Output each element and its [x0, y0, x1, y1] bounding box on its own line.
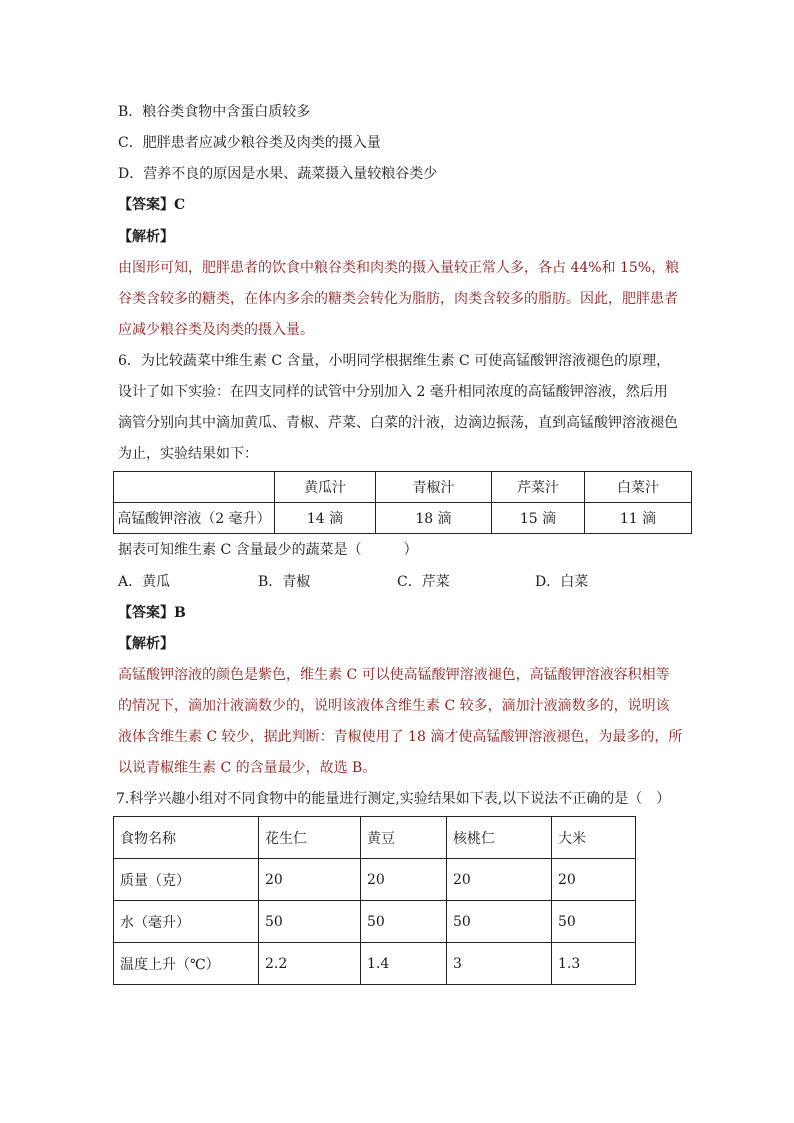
table-cell: 18 滴	[376, 503, 492, 534]
table-header-row	[114, 817, 636, 859]
q6-analysis-line: 的情况下，滴加汁液滴数少的，说明该液体含维生素 C 较多，滴加汁液滴数多的，说明该	[118, 698, 670, 714]
table-cell	[114, 472, 275, 503]
q5-analysis-line: 应减少粮谷类及肉类的摄入量。	[118, 322, 314, 338]
table-row-label: 质量（克）	[114, 859, 259, 901]
table-cell: 20	[447, 859, 552, 901]
q6-analysis-line: 以说青椒维生素 C 的含量最少，故选 B。	[118, 760, 377, 776]
q6-stem-line: 滴管分别向其中滴加黄瓜、青椒、芹菜、白菜的汁液，边滴边振荡，直到高锰酸钾溶液褪色	[118, 415, 678, 431]
q6-stem-line: 设计了如下实验：在四支同样的试管中分别加入 2 毫升相同浓度的高锰酸钾溶液，然后用	[118, 384, 668, 400]
table-header-cell: 花生仁	[259, 817, 361, 859]
q5-answer: 【答案】C	[118, 197, 186, 213]
table-header-cell: 黄瓜汁	[275, 472, 376, 503]
q6-option-d: D．白菜	[535, 574, 589, 590]
q6-stem-line: 为止，实验结果如下：	[118, 446, 258, 462]
table-cell: 3	[447, 943, 552, 985]
q6-result-table	[113, 471, 692, 534]
q6-answer: 【答案】B	[118, 605, 186, 621]
table-cell: 50	[361, 901, 447, 943]
table-header-cell: 食物名称	[114, 817, 259, 859]
table-cell: 14 滴	[275, 503, 376, 534]
table-header-row	[114, 472, 692, 503]
table-header-cell: 白菜汁	[585, 472, 692, 503]
q5-option-b: B．粮谷类食物中含蛋白质较多	[118, 104, 311, 120]
table-cell: 11 滴	[585, 503, 692, 534]
table-cell: 20	[361, 859, 447, 901]
q6-option-b: B．青椒	[258, 574, 311, 590]
table-row	[114, 503, 692, 534]
table-row	[114, 901, 636, 943]
table-header-cell: 核桃仁	[447, 817, 552, 859]
table-header-cell: 青椒汁	[376, 472, 492, 503]
table-header-cell: 大米	[552, 817, 636, 859]
table-header-cell: 黄豆	[361, 817, 447, 859]
table-row-label: 水（毫升）	[114, 901, 259, 943]
table-header-cell: 芹菜汁	[492, 472, 585, 503]
table-row	[114, 943, 636, 985]
q6-option-a: A．黄瓜	[118, 574, 171, 590]
q7-stem: 7.科学兴趣小组对不同食物中的能量进行测定,实验结果如下表,以下说法不正确的是（ ）	[116, 791, 671, 807]
q6-analysis-line: 液体含维生素 C 较少，据此判断：青椒使用了 18 滴才使高锰酸钾溶液褪色，为最多的，所	[118, 729, 683, 745]
q5-option-d: D．营养不良的原因是水果、蔬菜摄入量较粮谷类少	[118, 166, 438, 182]
table-cell: 50	[552, 901, 636, 943]
q6-analysis-tag: 【解析】	[118, 636, 174, 652]
q6-question: 据表可知维生素 C 含量最少的蔬菜是（ ）	[118, 542, 418, 558]
q5-analysis-line: 谷类含较多的糖类，在体内多余的糖类会转化为脂肪，肉类含较多的脂肪。因此，肥胖患者	[118, 291, 678, 307]
q6-option-c: C．芹菜	[397, 574, 450, 590]
q5-analysis-tag: 【解析】	[118, 229, 174, 245]
table-cell: 50	[447, 901, 552, 943]
table-cell: 20	[552, 859, 636, 901]
q5-analysis-line: 由图形可知，肥胖患者的饮食中粮谷类和肉类的摄入量较正常人多，各占 44%和 15%，粮	[118, 260, 680, 276]
table-cell: 2.2	[259, 943, 361, 985]
q5-option-c: C．肥胖患者应减少粮谷类及肉类的摄入量	[118, 135, 381, 151]
table-row-label: 高锰酸钾溶液（2 毫升）	[114, 503, 275, 534]
q6-stem-line: 6．为比较蔬菜中维生素 C 含量，小明同学根据维生素 C 可使高锰酸钾溶液褪色的原理，	[118, 353, 671, 369]
table-cell: 15 滴	[492, 503, 585, 534]
q6-analysis-line: 高锰酸钾溶液的颜色是紫色，维生素 C 可以使高锰酸钾溶液褪色，高锰酸钾溶液容积相等	[118, 667, 670, 683]
table-cell: 50	[259, 901, 361, 943]
table-row	[114, 859, 636, 901]
table-cell: 1.4	[361, 943, 447, 985]
table-cell: 20	[259, 859, 361, 901]
table-cell: 1.3	[552, 943, 636, 985]
table-row-label: 温度上升（℃）	[114, 943, 259, 985]
q7-energy-table	[113, 816, 636, 985]
